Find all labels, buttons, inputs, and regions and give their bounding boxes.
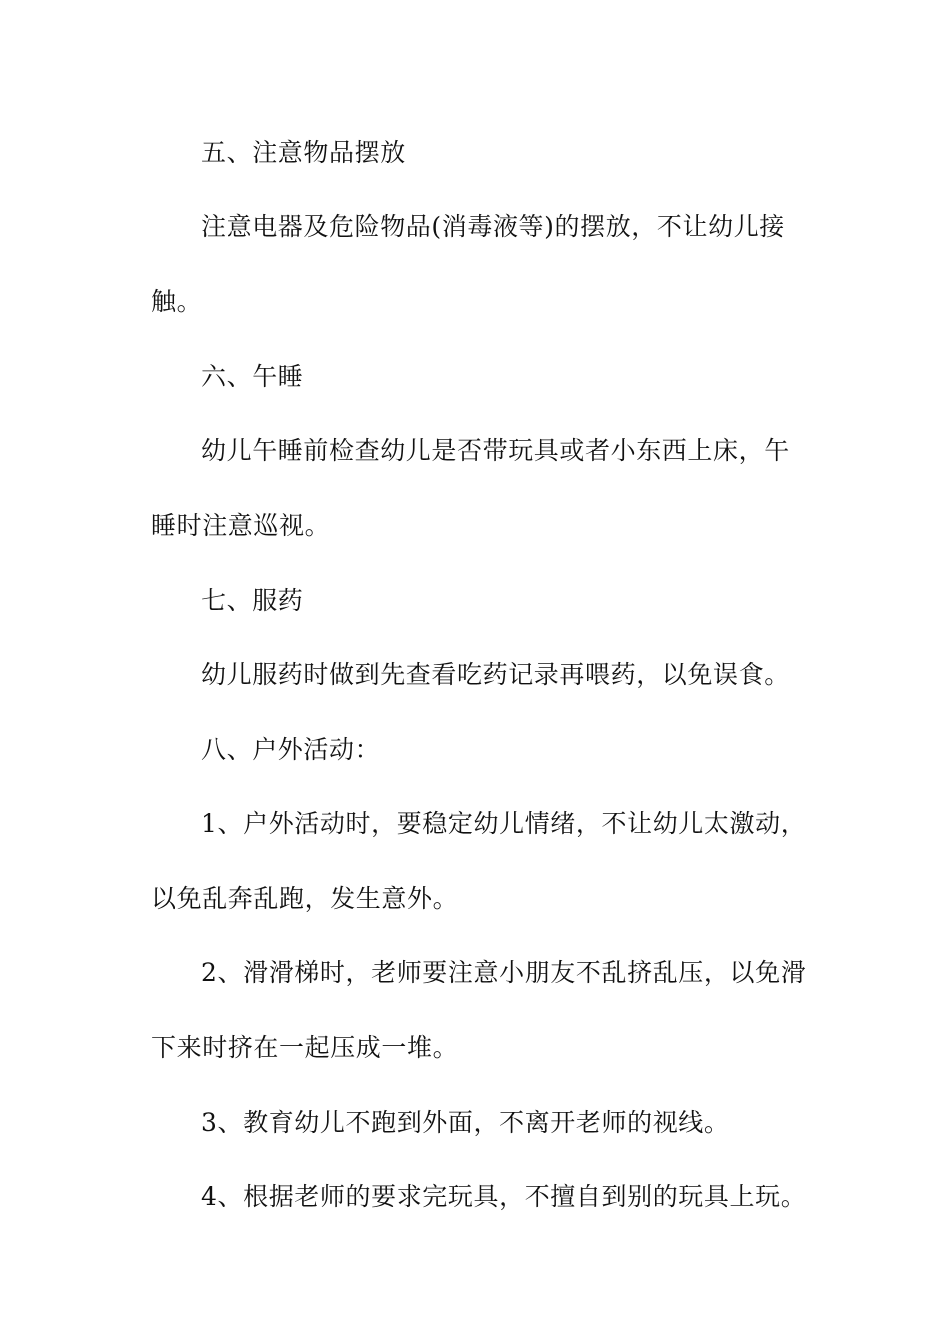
section-heading-five: 五、注意物品摆放 [201,138,406,167]
section-heading-seven: 七、服药 [201,586,304,615]
list-item-line: 1、户外活动时，要稳定幼儿情绪，不让幼儿太激动， [201,809,807,838]
paragraph-line: 睡时注意巡视。 [151,511,331,540]
paragraph-line: 注意电器及危险物品(消毒液等)的摆放，不让幼儿接 [201,212,785,241]
list-item-line: 以免乱奔乱跑，发生意外。 [151,884,459,913]
list-item-line: 2、滑滑梯时，老师要注意小朋友不乱挤乱压，以免滑 [201,958,807,987]
paragraph-line: 幼儿午睡前检查幼儿是否带玩具或者小东西上床，午 [201,436,790,465]
list-item-line: 下来时挤在一起压成一堆。 [151,1033,459,1062]
list-item-line: 4、根据老师的要求完玩具，不擅自到别的玩具上玩。 [201,1182,807,1211]
list-item-line: 3、教育幼儿不跑到外面，不离开老师的视线。 [201,1108,730,1137]
section-heading-six: 六、午睡 [201,362,304,391]
paragraph-line: 幼儿服药时做到先查看吃药记录再喂药，以免误食。 [201,660,790,689]
section-heading-eight: 八、户外活动： [201,735,381,764]
paragraph-line: 触。 [151,287,203,316]
